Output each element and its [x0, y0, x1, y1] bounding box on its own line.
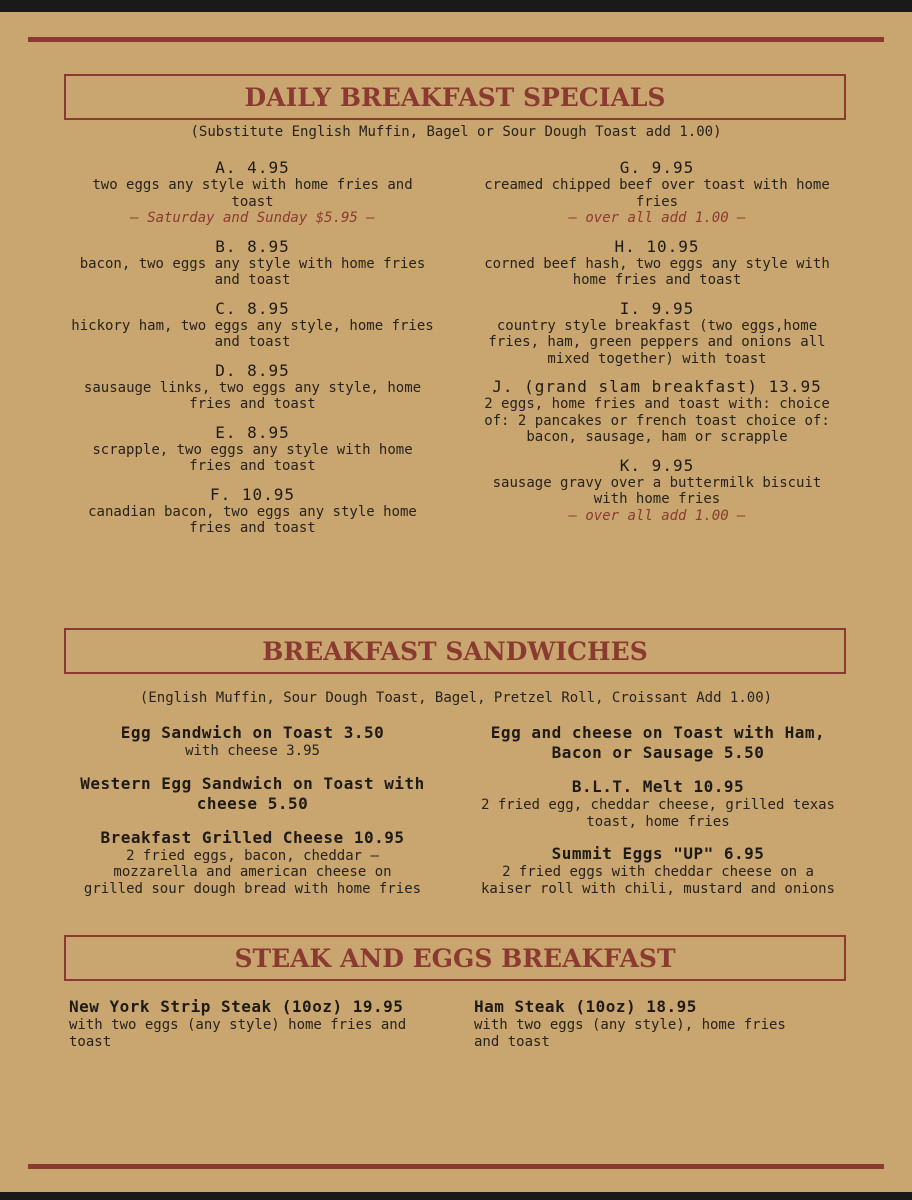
item-title: B.L.T. Melt 10.95	[571, 777, 745, 796]
item-title: Breakfast Grilled Cheese 10.95	[100, 827, 405, 847]
item-title: G. 9.95	[619, 158, 695, 177]
item-desc: with two eggs (any style), home fries and toast	[474, 1017, 786, 1050]
top-frame-bar	[0, 0, 912, 12]
menu-item-h	[476, 237, 838, 289]
daily-specials-right-column	[476, 158, 838, 534]
item-desc: 2 fried eggs with cheddar cheese on a kaiser roll with chili, mustard and onions	[480, 864, 835, 897]
item-desc: with two eggs (any style) home fries and toast	[69, 1017, 407, 1050]
menu-item-f	[70, 485, 435, 537]
item-note: – over all add 1.00 –	[568, 507, 746, 524]
steak-eggs-heading: STEAK AND EGGS BREAKFAST	[64, 935, 846, 981]
item-title: J. (grand slam breakfast) 13.95	[492, 377, 822, 396]
item-desc: corned beef hash, two eggs any style with home fries and toast	[484, 255, 830, 288]
menu-item-k	[476, 456, 838, 525]
top-divider	[28, 37, 884, 42]
bottom-divider	[28, 1164, 884, 1169]
item-title: C. 8.95	[215, 298, 290, 318]
item-note: – over all add 1.00 –	[568, 210, 746, 226]
sandwich-egg-cheese-meat	[478, 723, 838, 763]
item-desc: 2 eggs, home fries and toast with: choice of: 2 pancakes or french toast choice of: bacon, sausage, ham or scrapple	[484, 396, 830, 445]
item-desc: hickory ham, two eggs any style, home fries and toast	[71, 317, 434, 350]
menu-item-e	[70, 423, 435, 475]
item-desc: 2 fried eggs, bacon, cheddar – mozzarella and american cheese on grilled sour dough bread with home fries	[83, 847, 422, 897]
item-title: Summit Eggs "UP" 6.95	[551, 844, 765, 863]
item-title: Ham Steak (10oz) 18.95	[474, 997, 697, 1016]
item-desc: creamed chipped beef over toast with home fries	[484, 177, 830, 210]
item-title: H. 10.95	[614, 236, 700, 256]
steak-item-ny-strip	[69, 997, 409, 1050]
item-title: A. 4.95	[215, 158, 290, 177]
item-desc: two eggs any style with home fries and toast	[92, 177, 413, 210]
steak-item-ham-steak	[474, 997, 819, 1050]
sandwich-blt-melt	[478, 777, 838, 830]
sandwich-western-egg	[80, 774, 425, 814]
item-desc: country style breakfast (two eggs,home fries, ham, green peppers and onions all mixed together) with toast	[488, 317, 826, 367]
item-desc: with cheese 3.95	[185, 743, 320, 759]
item-desc: bacon, two eggs any style with home fries and toast	[79, 255, 426, 288]
item-desc: sausage gravy over a buttermilk biscuit with home fries	[492, 474, 822, 507]
item-title: New York Strip Steak (10oz) 19.95	[69, 997, 404, 1016]
menu-item-b	[70, 237, 435, 289]
sandwiches-left-column	[80, 723, 425, 907]
daily-specials-heading: DAILY BREAKFAST SPECIALS	[64, 74, 846, 120]
item-title: Western Egg Sandwich on Toast with cheese 5.50	[80, 773, 425, 813]
item-title: Egg and cheese on Toast with Ham, Bacon or Sausage 5.50	[490, 723, 826, 762]
menu-item-i	[476, 299, 838, 368]
item-title: E. 8.95	[215, 422, 290, 442]
menu-item-a	[70, 158, 435, 227]
item-title: I. 9.95	[619, 298, 695, 318]
item-desc: sausauge links, two eggs any style, home fries and toast	[83, 379, 422, 412]
item-desc: 2 fried egg, cheddar cheese, grilled texas toast, home fries	[480, 797, 835, 830]
sandwich-egg-toast	[80, 723, 425, 760]
item-title: F. 10.95	[209, 484, 296, 504]
item-title: D. 8.95	[215, 360, 290, 380]
item-note: – Saturday and Sunday $5.95 –	[130, 210, 375, 226]
daily-specials-left-column	[70, 158, 435, 547]
menu-item-g	[476, 158, 838, 227]
item-title: Egg Sandwich on Toast 3.50	[120, 723, 385, 742]
sandwich-grilled-cheese	[80, 828, 425, 898]
sandwiches-right-column	[478, 723, 838, 907]
item-desc: scrapple, two eggs any style with home fries and toast	[92, 441, 413, 474]
item-title: K. 9.95	[619, 455, 695, 475]
item-title: B. 8.95	[215, 236, 290, 256]
item-desc: canadian bacon, two eggs any style home fries and toast	[88, 503, 417, 536]
bottom-frame-bar	[0, 1192, 912, 1200]
sandwiches-heading: BREAKFAST SANDWICHES	[64, 628, 846, 674]
daily-specials-note: (Substitute English Muffin, Bagel or Sour Dough Toast add 1.00)	[190, 124, 722, 140]
menu-item-c	[70, 299, 435, 351]
sandwiches-note: (English Muffin, Sour Dough Toast, Bagel, Pretzel Roll, Croissant Add 1.00)	[139, 690, 773, 706]
menu-item-d	[70, 361, 435, 413]
sandwich-summit-eggs	[478, 844, 838, 897]
menu-item-j	[476, 377, 838, 446]
